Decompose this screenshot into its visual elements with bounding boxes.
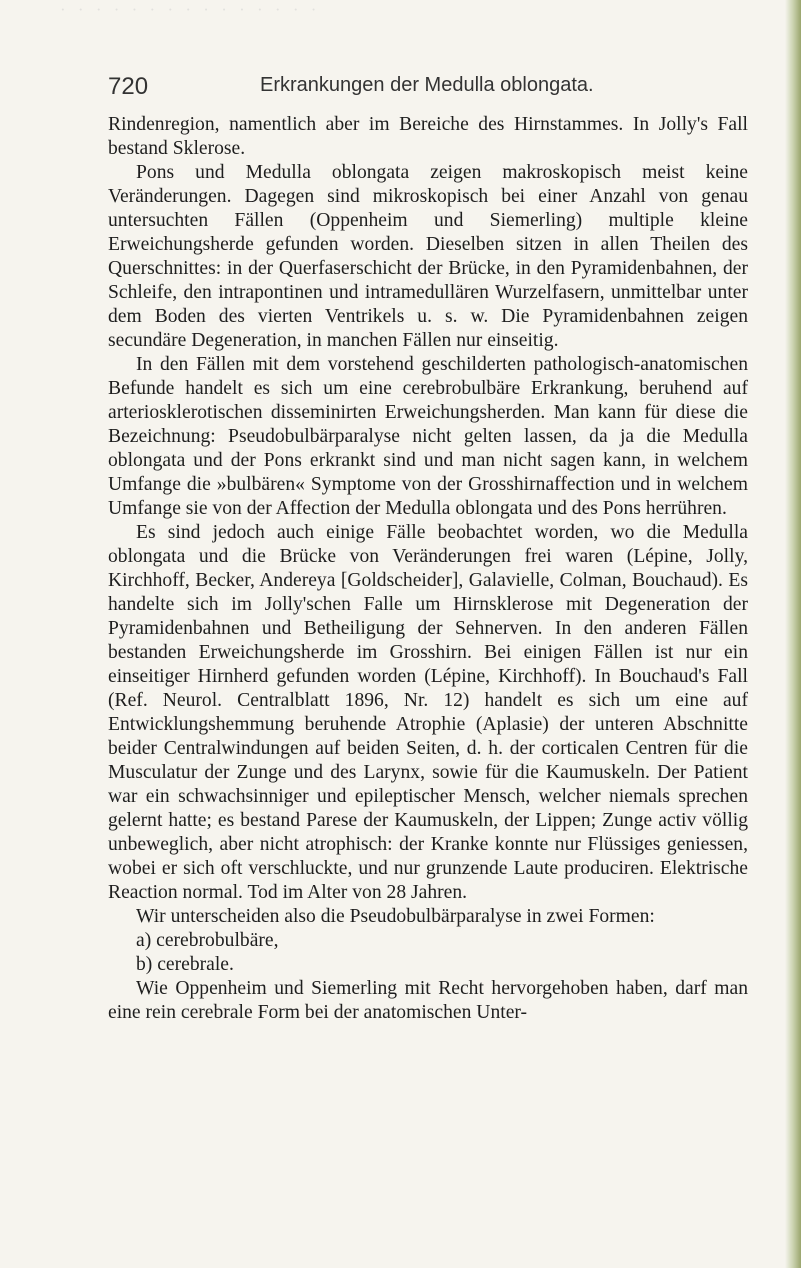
paragraph: In den Fällen mit dem vorstehend geschilderten pathologisch-anatomischen Befunde handelt es sich um eine cerebrobulbäre Erkrankung, beruhend auf arteriosklerotischen disseminirten Erweichungsherden. Man kann für diese die Bezeichnung: Pseudobulbärparalyse nicht gelten lassen, da ja die Medulla oblongata und der Pons erkrankt sind und man nicht sagen kann, in welchem Umfange die »bulbären« Symptome von der Grosshirnaffection und in welchem Umfange sie von der Affection der Medulla oblongata und des Pons herrühren. bbox=[108, 354, 748, 519]
paragraph: Pons und Medulla oblongata zeigen makroskopisch meist keine Veränderungen. Dagegen sind mikroskopisch bei einer Anzahl von genau untersuchten Fällen (Oppenheim und Siemerling) multiple kleine Erweichungsherde gefunden worden. Dieselben sitzen in allen Theilen des Querschnittes: in der Querfaserschicht der Brücke, in den Pyramidenbahnen, der Schleife, den intrapontinen und intramedullären Wurzelfasern, unmittelbar unter dem Boden des vierten Ventrikels u. s. w. Die Pyramidenbahnen zeigen secundäre Degeneration, in manchen Fällen nur einseitig. bbox=[108, 162, 748, 351]
page-number: 720 bbox=[108, 73, 149, 100]
running-head: Erkrankungen der Medulla oblongata. bbox=[260, 74, 594, 96]
paragraph: Rindenregion, namentlich aber im Bereiche des Hirnstammes. In Jolly's Fall bestand Sklerose. bbox=[108, 114, 748, 159]
page-edge-shadow bbox=[785, 0, 801, 1268]
list-item: a) cerebrobulbäre, bbox=[136, 930, 279, 951]
body-text bbox=[108, 113, 748, 1025]
show-through-text: · · · · · · · · · · · · · · · bbox=[60, 0, 321, 19]
list-item: b) cerebrale. bbox=[136, 954, 234, 975]
page-header bbox=[108, 60, 748, 100]
paragraph: Wie Oppenheim und Siemerling mit Recht hervorgehoben haben, darf man eine rein cerebrale Form bei der anatomischen Unter- bbox=[108, 978, 748, 1023]
paragraph: Wir unterscheiden also die Pseudobulbärparalyse in zwei Formen: bbox=[136, 906, 655, 927]
paragraph: Es sind jedoch auch einige Fälle beobachtet worden, wo die Medulla oblongata und die Brücke von Veränderungen frei waren (Lépine, Jolly, Kirchhoff, Becker, Andereya [Goldscheider], Galavielle, Colman, Bouchaud). Es handelte sich im Jolly'schen Falle um Hirnsklerose mit Degeneration der Pyramidenbahnen und Betheiligung der Sehnerven. In den anderen Fällen bestanden Erweichungsherde im Grosshirn. Bei einigen Fällen ist nur ein einseitiger Hirnherd gefunden worden (Lépine, Kirchhoff). In Bouchaud's Fall (Ref. Neurol. Centralblatt 1896, Nr. 12) handelt es sich um eine auf Entwicklungshemmung beruhende Atrophie (Aplasie) der unteren Abschnitte beider Centralwindungen auf beiden Seiten, d. h. der corticalen Centren für die Musculatur der Zunge und des Larynx, sowie für die Kaumuskeln. Der Patient war ein schwachsinniger und epileptischer Mensch, welcher niemals sprechen gelernt hatte; es bestand Parese der Kaumuskeln, der Lippen; Zunge activ völlig unbeweglich, aber nicht atrophisch: der Kranke konnte nur Flüssiges geniessen, wobei er sich oft verschluckte, und nur grunzende Laute produciren. Elektrische Reaction normal. Tod im Alter von 28 Jahren. bbox=[108, 522, 748, 903]
